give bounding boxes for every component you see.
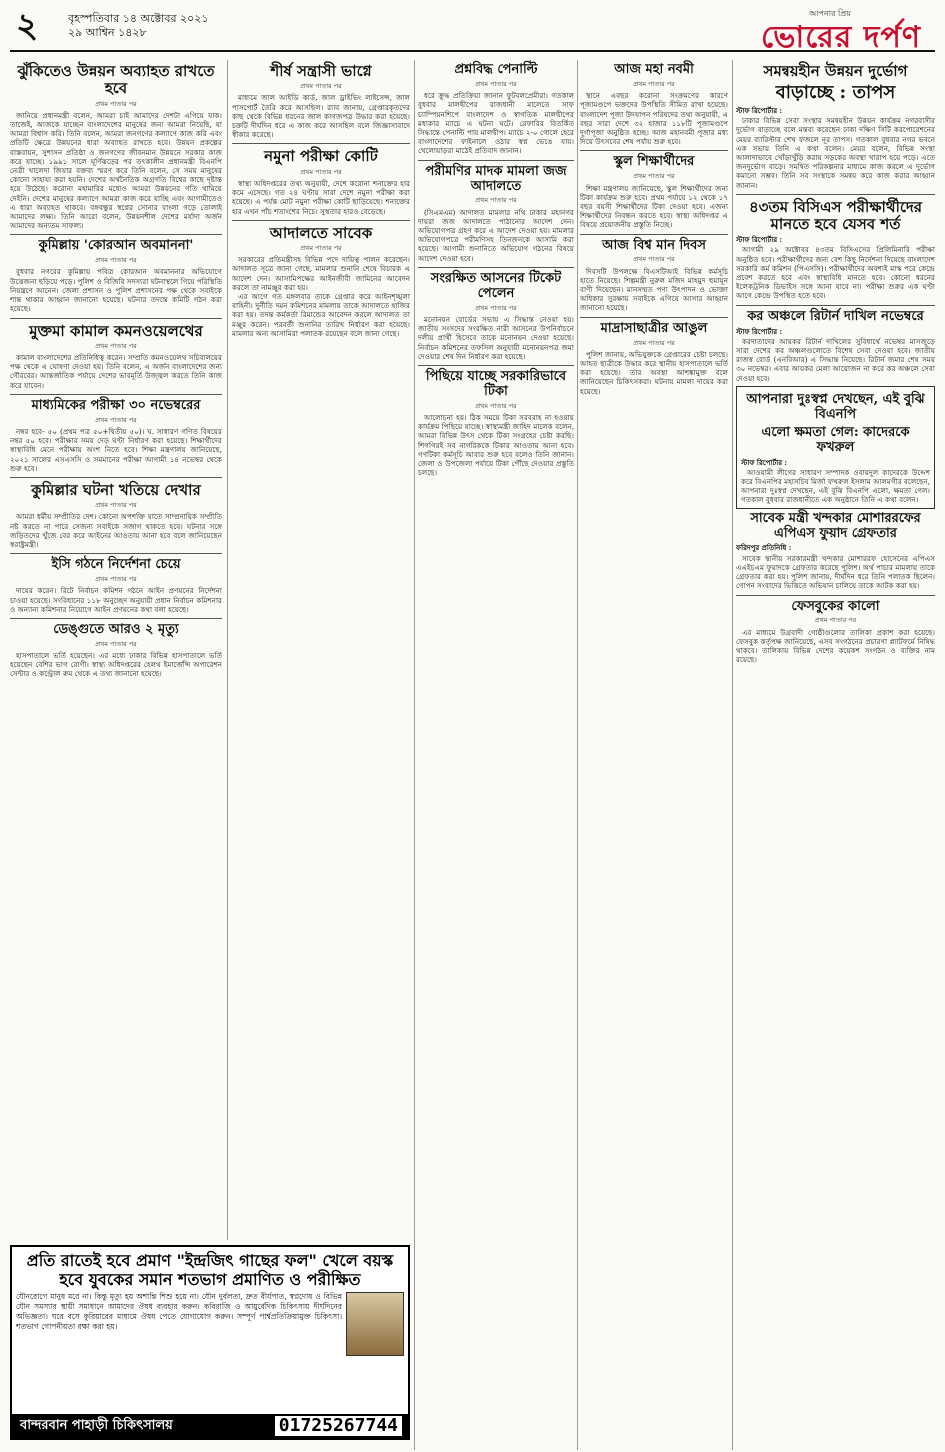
headline: আজ মহা নবমী — [614, 62, 694, 77]
headline: আদালতে সাবেক — [269, 223, 373, 242]
divider — [418, 160, 574, 161]
continuation-note: প্রথম পাতার পর — [95, 99, 137, 108]
article-text: করদাতাদের আয়কর রিটার্ন দাখিলের সুবিধার্থে নভেম্বর মাসজুড়ে সারা দেশের কর অঞ্চলগুলোতে বিশেষ সেবা দেওয়া হবে। জাতীয় রাজস্ব বোর্ড (এনবিআর) এ সিদ্ধান্ত নিয়েছে। রিটার্ন জমার শেষ সময় ৩০ নভেম্বর। এবার আয়কর মেলা আয়োজন না করে কর অঞ্চলে সেবা দেওয়া হবে। — [736, 336, 935, 383]
ad-photo — [346, 1292, 404, 1356]
divider — [580, 234, 728, 235]
article-text: কামাল বাংলাদেশের প্রতিনিধিত্ব করেন। সম্প্রতি কমনওয়েলথ সচিবালয়ের পক্ষ থেকে এ ঘোষণা দেওয়া হয়। তিনি বলেন, এ অর্জন বাংলাদেশের জন্য গৌরবের। আন্তর্জাতিক পর্যায়ে দেশের ভাবমূর্তি উজ্জ্বল করতে তিনি কাজ করে যাবেন। — [10, 352, 222, 390]
masthead — [10, 6, 935, 55]
headline: ডেঙ্গুতে আরও ২ মৃত্যু — [53, 621, 179, 637]
article-text: আওয়ামী লীগের সাধারণ সম্পাদক ওবায়দুল কাদেরকে উদ্দেশ করে বিএনপির মহাসচিব মির্জা ফখরুল ইসলাম আলমগীর বলেছেন, আপনারা দুঃস্বপ্ন দেখছেন, এই বুঝি বিএনপি এলো, ক্ষমতা গেল। গতকাল বুধবার রাজধানীতে এক অনুষ্ঠানে তিনি এ কথা বলেন। — [741, 467, 930, 505]
continuation-note: প্রথম পাতার পর — [300, 167, 342, 176]
ad-phone-number: 01725267744 — [275, 1416, 402, 1436]
continuation-note: প্রথম পাতার পর — [95, 256, 137, 265]
article-text: ধরে ক্রুদ্ধ প্রতিক্রিয়া জানান ফুটবলপ্রেমীরা। গতকাল বুধবার মালদ্বীপের রাজধানী মালেতে সাফ চ্যাম্পিয়নশিপে বাংলাদেশ ও স্বাগতিক মালদ্বীপের মধ্যকার ম্যাচে এ ঘটনা ঘটে। রেফারির বিতর্কিত সিদ্ধান্তে পেনাল্টি পায় মালদ্বীপ। ম্যাচে ২-০ গোলে হেরে বাংলাদেশের ফাইনালে ওঠার স্বপ্ন ভেঙে যায়। খেলোয়াড়রা মাঠেই প্রতিবাদ জানান। — [418, 91, 574, 156]
headline: সমন্বয়হীন উন্নয়ন দুর্ভোগ — [763, 62, 908, 80]
article-text: দায়ের করেন। রিটে নির্বাচন কমিশন গঠনে আইন প্রণয়নের নির্দেশনা চাওয়া হয়েছে। সংবিধানের ১১৮ অনুচ্ছেদ অনুযায়ী প্রধান নির্বাচন কমিশনার ও অন্যান্য কমিশনার নিয়োগে আইন প্রণয়নের কথা বলা হয়েছে। — [10, 586, 222, 614]
headline: কুমিল্লার ঘটনা খতিয়ে দেখার — [31, 480, 201, 499]
column-rule — [732, 60, 733, 1450]
headline: এলো ক্ষমতা গেল: কাদেরকে ফখরুল — [761, 424, 910, 455]
headline: প্রশ্নবিদ্ধ পেনাল্টি — [454, 62, 538, 77]
page-number: ২ — [16, 6, 39, 46]
ad-title: প্রতি রাতেই হবে প্রমাণ "ইন্দ্রজিৎ গাছের ফল" খেলে বয়স্ক হবে যুবকের সমান শতভাগ প্রমাণিত ও পরীক্ষিত — [16, 1251, 404, 1289]
date-block — [68, 12, 209, 40]
headline: সাবেক মন্ত্রী খন্দকার মোশাররফের এপিএস ফুয়াদ গ্রেফতার — [750, 510, 921, 541]
byline: স্টাফ রিপোর্টার : — [736, 105, 783, 115]
column-3 — [418, 60, 574, 1445]
divider — [10, 318, 222, 319]
article-text: সাবেক স্থানীয় সরকারমন্ত্রী খন্দকার মোশাররফ হোসেনের এপিএস এএইচএম ফুয়াদকে গ্রেফতার করেছে পুলিশ। অর্থ পাচার মামলায় তাকে গ্রেফতার করা হয়। পুলিশ জানায়, দীর্ঘদিন ধরে তিনি পলাতক ছিলেন। গোপন সংবাদের ভিত্তিতে অভিযান চালিয়ে তাকে আটক করা হয়। — [736, 553, 935, 591]
continuation-note: প্রথম পাতার পর — [633, 79, 675, 88]
article-text: বুধবার নগরের কুমিল্লায় পবিত্র কোরআন অবমাননার অভিযোগে উত্তেজনা ছড়িয়ে পড়ে। পুলিশ ও বিজিবি সদস্যরা ঘটনাস্থলে গিয়ে পরিস্থিতি নিয়ন্ত্রণে আনেন। জেলা প্রশাসন ও পুলিশ প্রশাসনের পক্ষ থেকে সবাইকে শান্ত থাকার আহ্বান জানানো হয়েছে। ঘটনার তদন্তে কমিটি গঠন করা হয়েছে। — [10, 267, 222, 314]
headline: মুক্তমা কামাল কমনওয়েলথের — [29, 321, 203, 340]
date-bengali: ২৯ আশ্বিন ১৪২৮ — [68, 26, 147, 39]
continuation-note: প্রথম পাতার পর — [95, 575, 137, 584]
logo-tagline: আপনার প্রিয় — [809, 9, 851, 18]
headline: ফেসবুকের কালো — [791, 598, 880, 614]
column-4 — [580, 60, 728, 1445]
column-5 — [736, 60, 935, 1445]
headline: আপনারা দুঃস্বপ্ন দেখছেন, এই বুঝি বিএনপি — [746, 391, 925, 422]
continuation-note: প্রথম পাতার পর — [475, 401, 517, 410]
divider — [232, 143, 410, 144]
newspaper-logo — [761, 8, 921, 55]
byline: স্টাফ রিপোর্টার : — [741, 457, 788, 467]
continuation-note: প্রথম পাতার পর — [633, 172, 675, 181]
boxed-article — [736, 386, 935, 509]
divider — [580, 317, 728, 318]
column-1 — [10, 60, 222, 1238]
ad-body: যৌনরোগে মানুষ মরে না। কিন্তু মৃত্যু হয় অশান্তি শিশু হয়ে না। যৌন দুর্বলতা, দ্রুত বীর্যপাত, স্বপ্নদোষ ও বিভিন্ন যৌন সমস্যার স্থায়ী সমাধানে আমাদের ঔষধ ব্যবহার করুন। কবিরাজি ও আয়ুর্বেদিক চিকিৎসায় দীর্ঘদিনের অভিজ্ঞতা। ঘরে বসে কুরিয়ারের মাধ্যমে ঔষধ পেতে যোগাযোগ করুন। সম্পূর্ণ পার্শ্বপ্রতিক্রিয়ামুক্ত চিকিৎসা। শতভাগ গোপনীয়তা রক্ষা করা হয়। — [16, 1292, 342, 1331]
continuation-note: প্রথম পাতার পর — [814, 616, 857, 625]
headline: ঝুঁকিতেও উন্নয়ন অব্যাহত রাখতে হবে — [17, 62, 215, 98]
ad-footer: বান্দরবান পাহাড়ী চিকিৎসালয় — [12, 1414, 408, 1438]
article-text: এর আগে গত মঙ্গলবার তাকে গ্রেপ্তার করে আইনশৃঙ্খলা বাহিনী। দুর্নীতি দমন কমিশনের মামলায় তাকে আদালতে হাজির করা হয়। তদন্ত কর্মকর্তা রিমান্ডের আবেদন করলে আদালত তা মঞ্জুর করেন। পরবর্তী শুনানির তারিখ নির্ধারণ করা হয়েছে। মামলার অন্য আসামিরা পলাতক রয়েছেন বলে জানা গেছে। — [232, 292, 410, 338]
continuation-note: প্রথম পাতার পর — [95, 501, 137, 510]
divider — [736, 194, 935, 195]
article-text: আগামী ২৯ অক্টোবর ৪৩তম বিসিএসের প্রিলিমিনারি পরীক্ষা অনুষ্ঠিত হবে। পরীক্ষার্থীদের জন্য বেশ কিছু নির্দেশনা দিয়েছে বাংলাদেশ সরকারি কর্ম কমিশন (পিএসসি)। পরীক্ষার্থীদের অবশ্যই মাস্ক পরে কেন্দ্রে প্রবেশ করতে হবে এবং স্বাস্থ্যবিধি মানতে হবে। কোনো ধরনের ইলেকট্রনিক ডিভাইস সঙ্গে আনা যাবে না। পরীক্ষা শুরুর এক ঘণ্টা আগে কেন্দ্রে উপস্থিত হতে হবে। — [736, 245, 935, 301]
continuation-note: প্রথম পাতার পর — [475, 79, 517, 88]
divider — [10, 553, 222, 554]
byline: ফরিদপুর প্রতিনিধি : — [736, 543, 792, 553]
headline: বাড়াচ্ছে : তাপস — [775, 82, 896, 104]
headline: পিছিয়ে যাচ্ছে সরকারিভাবে টিকা — [425, 368, 567, 399]
continuation-note: প্রথম পাতার পর — [633, 255, 675, 264]
continuation-note: প্রথম পাতার পর — [475, 196, 517, 205]
article-text: এর মাধ্যমে উগ্রবাদী গোষ্ঠীগুলোর তালিকা প্রকাশ করা হয়েছে। ফেসবুক কর্তৃপক্ষ জানিয়েছে, এসব সংগঠনের প্রচারণা প্ল্যাটফর্মে নিষিদ্ধ থাকবে। তালিকায় বিভিন্ন দেশের কয়েকশ সংগঠন ও ব্যক্তির নাম রয়েছে। — [736, 627, 935, 665]
headline: মাধ্যমিকের পরীক্ষা ৩০ নভেম্বরের — [31, 397, 201, 413]
article-text: আলোচনা হয়। ঠিক সময়ে টিকা সরবরাহ না হওয়ায় কার্যক্রম পিছিয়ে যাচ্ছে। স্বাস্থ্যমন্ত্রী জাহিদ মালেক বলেন, আমরা বিভিন্ন উৎস থেকে টিকা সংগ্রহের চেষ্টা করছি। শিগগিরই সব নাগরিককে টিকার আওতায় আনা হবে। গণটিকা কর্মসূচি আবার শুরু হবে বলেও তিনি জানান। জেলা ও উপজেলা পর্যায়ে টিকা পৌঁছে দেওয়ার প্রস্তুতি চলছে। — [418, 413, 574, 478]
divider — [10, 618, 222, 619]
article-text: শিক্ষা মন্ত্রণালয় জানিয়েছে, স্কুল শিক্ষার্থীদের জন্য টিকা কার্যক্রম শুরু হবে। প্রথম পর্যায়ে ১২ থেকে ১৭ বছর বয়সী শিক্ষার্থীদের টিকা দেওয়া হবে। এজন্য শিক্ষার্থীদের নিবন্ধন করতে হবে। স্বাস্থ্য অধিদপ্তর এ বিষয়ে প্রয়োজনীয় প্রস্তুতি নিচ্ছে। — [580, 183, 728, 230]
article-text: জানিয়ে প্রধানমন্ত্রী বলেন, আমরা চাই আমাদের দেশটা এগিয়ে যাক। তাজেই, আজকে যাচ্ছেন বাংলাদেশের মানুষের জন্য আমরা নিয়েছি, যা আমরা বিশ্বাস করি। তিনি বলেন, আমরা জনগণের কল্যাণে কাজ করি এবং প্রতিটি ক্ষেত্রে উন্নয়নের ধারা অব্যাহত রাখতে হবে। উন্নয়ন প্রকল্পের বাস্তবায়ন, সুশাসন প্রতিষ্ঠা ও জনগণের জীবনমান উন্নয়নে সরকার কাজ করে যাচ্ছে। ১৯৯১ সালে ঘূর্ণিঝড়ের পর তৎকালীন প্রধানমন্ত্রী বিএনপি নেত্রী খালেদা জিয়ার বক্তব্য স্মরণ করে তিনি বলেন, সে সময় মানুষের কোনো সাহায্য করা হয়নি। দেশের অর্থনৈতিক অগ্রগতি বিশ্বের কাছে দৃষ্টান্ত হয়ে উঠেছে। করোনা মহামারির মধ্যেও আমরা উন্নয়নের গতি থামিয়ে দেইনি। দেশের মানুষের কল্যাণে আমরা কাজ করে যাচ্ছি এবং আগামীতেও এ ধারা অব্যাহত থাকবে। বঙ্গবন্ধুর স্বপ্নের সোনার বাংলা গড়ে তোলাই আমাদের লক্ষ্য। তিনি আরো বলেন, উন্নয়নশীল দেশের মর্যাদা অর্জন আমাদের অন্যতম সাফল্য। — [10, 110, 222, 231]
article-text: ঢাকার বিভিন্ন সেবা সংস্থার সমন্বয়হীন উন্নয়ন কার্যক্রম নগরবাসীর দুর্ভোগ বাড়াচ্ছে বলে মন্তব্য করেছেন ঢাকা দক্ষিণ সিটি করপোরেশনের মেয়র ব্যারিস্টার শেখ ফজলে নূর তাপস। গতকাল বুধবার নগর ভবনে এক সভায় তিনি এ কথা বলেন। মেয়র বলেন, বিভিন্ন সংস্থা আলাদাভাবে খোঁড়াখুঁড়ি করায় সড়কের অবস্থা খারাপ হয়ে পড়ে। এতে জনদুর্ভোগ বাড়ে। সমন্বিত পরিকল্পনার মাধ্যমে কাজ করলে এ দুর্ভোগ কমানো সম্ভব। তিনি সব সংস্থাকে সমন্বয় করে কাজ করার আহ্বান জানান। — [736, 116, 935, 190]
article-text: নম্বর হবে- ৫০ (প্রথম পত্র ৫০+দ্বিতীয় ৫০)। ঘ. সাধারণ গণিত বিষয়ের নম্বর ৫০ হবে। পরীক্ষার সময় দেড় ঘণ্টা নির্ধারণ করা হয়েছে। শিক্ষার্থীদের স্বাস্থ্যবিধি মেনে পরীক্ষায় অংশ নিতে হবে। শিক্ষা মন্ত্রণালয় জানিয়েছে, ২০২১ সালের এসএসসি ও সমমানের পরীক্ষা আগামী ১৪ নভেম্বর থেকে শুরু হবে। — [10, 426, 222, 473]
divider — [10, 234, 222, 235]
headline: কুমিল্লায় 'কোরআন অবমাননা' — [38, 238, 194, 254]
continuation-note: প্রথম পাতার পর — [633, 338, 675, 347]
divider — [10, 477, 222, 478]
headline: নমুনা পরীক্ষা কোটি — [264, 147, 378, 166]
continuation-note: প্রথম পাতার পর — [300, 243, 342, 252]
headline: সংরক্ষিত আসনের টিকেট পেলেন — [430, 270, 562, 301]
article-text: আমরা ধর্মীয় সম্প্রীতির দেশ। কোনো অপশক্তি যাতে সাম্প্রদায়িক সম্প্রীতি নষ্ট করতে না পারে সেজন্য সবাইকে সজাগ থাকতে হবে। ঘটনার সঙ্গে জড়িতদের খুঁজে বের করে আইনের আওতায় আনা হবে বলে জানিয়েছেন স্বরাষ্ট্রমন্ত্রী। — [10, 512, 222, 549]
headline: ইসি গঠনে নির্দেশনা চেয়ে — [51, 557, 181, 573]
logo-name: ভোরের দর্পণ — [761, 20, 921, 55]
column-rule — [414, 60, 415, 1450]
headline: আজ বিশ্ব মান দিবস — [602, 237, 706, 253]
headline: ৪৩তম বিসিএস পরীক্ষার্থীদের মানতে হবে যেসব শর্ত — [748, 197, 923, 234]
article-text: পুলিশ জানায়, অভিযুক্তকে গ্রেপ্তারের চেষ্টা চলছে। আহত ছাত্রীকে উদ্ধার করে স্থানীয় হাসপাতালে ভর্তি করা হয়েছে। তার অবস্থা আশঙ্কামুক্ত বলে জানিয়েছেন চিকিৎসকরা। ঘটনায় মামলা দায়ের করা হয়েছে। — [580, 349, 728, 396]
advertisement — [10, 1245, 410, 1440]
divider — [736, 595, 935, 596]
article-text: স্থানে এবছর করোনা সংক্রমণের কারণে পূজামণ্ডপে ভক্তদের উপস্থিতি সীমিত রাখা হয়েছে। বাংলাদেশ পূজা উদযাপন পরিষদের তথ্য অনুযায়ী, এ বছর সারা দেশে ৩২ হাজার ১১৮টি পূজামণ্ডপে দুর্গাপূজা অনুষ্ঠিত হচ্ছে। আজ মহানবমী পূজার মধ্য দিয়ে উৎসবের শেষ পর্যায় শুরু হবে। — [580, 91, 728, 147]
divider — [232, 220, 410, 221]
article-text: (সিএমএম) আদালত মামলার নথি ঢাকার মহানগর দায়রা জজ আদালতে পাঠানোর আদেশ দেন। অভিযোগপত্র গ্রহণ করে এ আদেশ দেওয়া হয়। মামলার অভিযোগপত্রে পরীমণিসহ তিনজনকে আসামি করা হয়েছে। আগামী শুনানিতে অভিযোগ গঠনের বিষয়ে আদেশ দেওয়া হবে। — [418, 207, 574, 263]
headline: মাদ্রাসাছাত্রীর আঙুল — [600, 320, 708, 336]
divider — [418, 365, 574, 366]
article-text: হাসপাতালে ভর্তি হয়েছেন। এর মধ্যে ঢাকার বিভিন্ন হাসপাতালে ভর্তি হয়েছেন বেশির ভাগ রোগী। স্বাস্থ্য অধিদপ্তরের হেলথ ইমার্জেন্সি অপারেশন সেন্টার ও কন্ট্রোল রুম থেকে এ তথ্য জানানো হয়েছে। — [10, 651, 222, 679]
continuation-note: প্রথম পাতার পর — [95, 639, 137, 648]
byline: স্টাফ রিপোর্টার : — [736, 235, 783, 245]
byline: স্টাফ রিপোর্টার : — [736, 326, 783, 336]
headline: পরীমণির মাদক মামলা জজ আদালতে — [425, 163, 567, 194]
continuation-note: প্রথম পাতার পর — [95, 415, 137, 424]
continuation-note: প্রথম পাতার পর — [95, 341, 137, 350]
article-text: দিবসটি উপলক্ষে বিএসটিআই বিভিন্ন কর্মসূচি হাতে নিয়েছে। শিল্পমন্ত্রী নুরুল মজিদ মাহমুদ হুমায়ূন বাণী দিয়েছেন। মানসম্মত পণ্য উৎপাদন ও ভোক্তা অধিকার সুরক্ষায় সবাইকে এগিয়ে আসার আহ্বান জানানো হয়েছে। — [580, 266, 728, 313]
headline: শীর্ষ সন্ত্রাসী ভাগ্নে — [270, 62, 372, 80]
column-rule — [577, 60, 578, 1450]
divider — [736, 305, 935, 306]
column-2 — [232, 60, 410, 1238]
divider — [580, 150, 728, 151]
divider — [418, 267, 574, 268]
article-text: মাধ্যমে জাল আইডি কার্ড, জাল ড্রাইভিং লাইসেন্স, জাল পাসপোর্ট তৈরি করে আসছিল। র‌্যাব জানায়, গ্রেপ্তারকৃতদের কাছ থেকে বিভিন্ন ধরনের জাল কাগজপত্র উদ্ধার করা হয়েছে। চক্রটি দীর্ঘদিন ধরে এ কাজ করে আসছিল বলে জিজ্ঞাসাবাদে স্বীকার করেছে। — [232, 93, 410, 140]
article-text: স্বাস্থ্য অধিদপ্তরের তথ্য অনুযায়ী, দেশে করোনা শনাক্তের হার কমে এসেছে। গত ২৪ ঘণ্টায় সারা দেশে নমুনা পরীক্ষা করা হয়েছে। এ পর্যন্ত মোট নমুনা পরীক্ষা কোটি ছাড়িয়েছে। শনাক্তের হার এখন পাঁচ শতাংশের নিচে। সুস্থতার হারও বেড়েছে। — [232, 178, 410, 216]
continuation-note: প্রথম পাতার পর — [475, 303, 517, 312]
headline: স্কুল শিক্ষার্থীদের — [613, 154, 695, 170]
article-text: সরকারের প্রতিমন্ত্রীসহ বিভিন্ন পদে দায়িত্ব পালন করেছেন। আদালত সূত্রে জানা গেছে, মামলার শুনানি শেষে বিচারক এ আদেশ দেন। আসামিপক্ষের আইনজীবী জামিনের আবেদন করলে তা নামঞ্জুর করা হয়। — [232, 255, 410, 292]
date-gregorian: বৃহস্পতিবার ১৪ অক্টোবর ২০২১ — [68, 12, 209, 25]
article-text: মনোনয়ন বোর্ডের সভায় এ সিদ্ধান্ত নেওয়া হয়। জাতীয় সংসদের সংরক্ষিত নারী আসনের উপনির্বাচনে দলীয় প্রার্থী হিসেবে তাকে মনোনয়ন দেওয়া হয়েছে। নির্বাচন কমিশনের তফসিল অনুযায়ী মনোনয়নপত্র জমা দেওয়ার শেষ দিন নির্ধারণ করা হয়েছে। — [418, 314, 574, 361]
continuation-note: প্রথম পাতার পর — [300, 82, 342, 91]
column-rule — [227, 60, 228, 1240]
divider — [10, 394, 222, 395]
headline: কর অঞ্চলে রিটার্ন দাখিল নভেম্বরে — [747, 308, 924, 324]
